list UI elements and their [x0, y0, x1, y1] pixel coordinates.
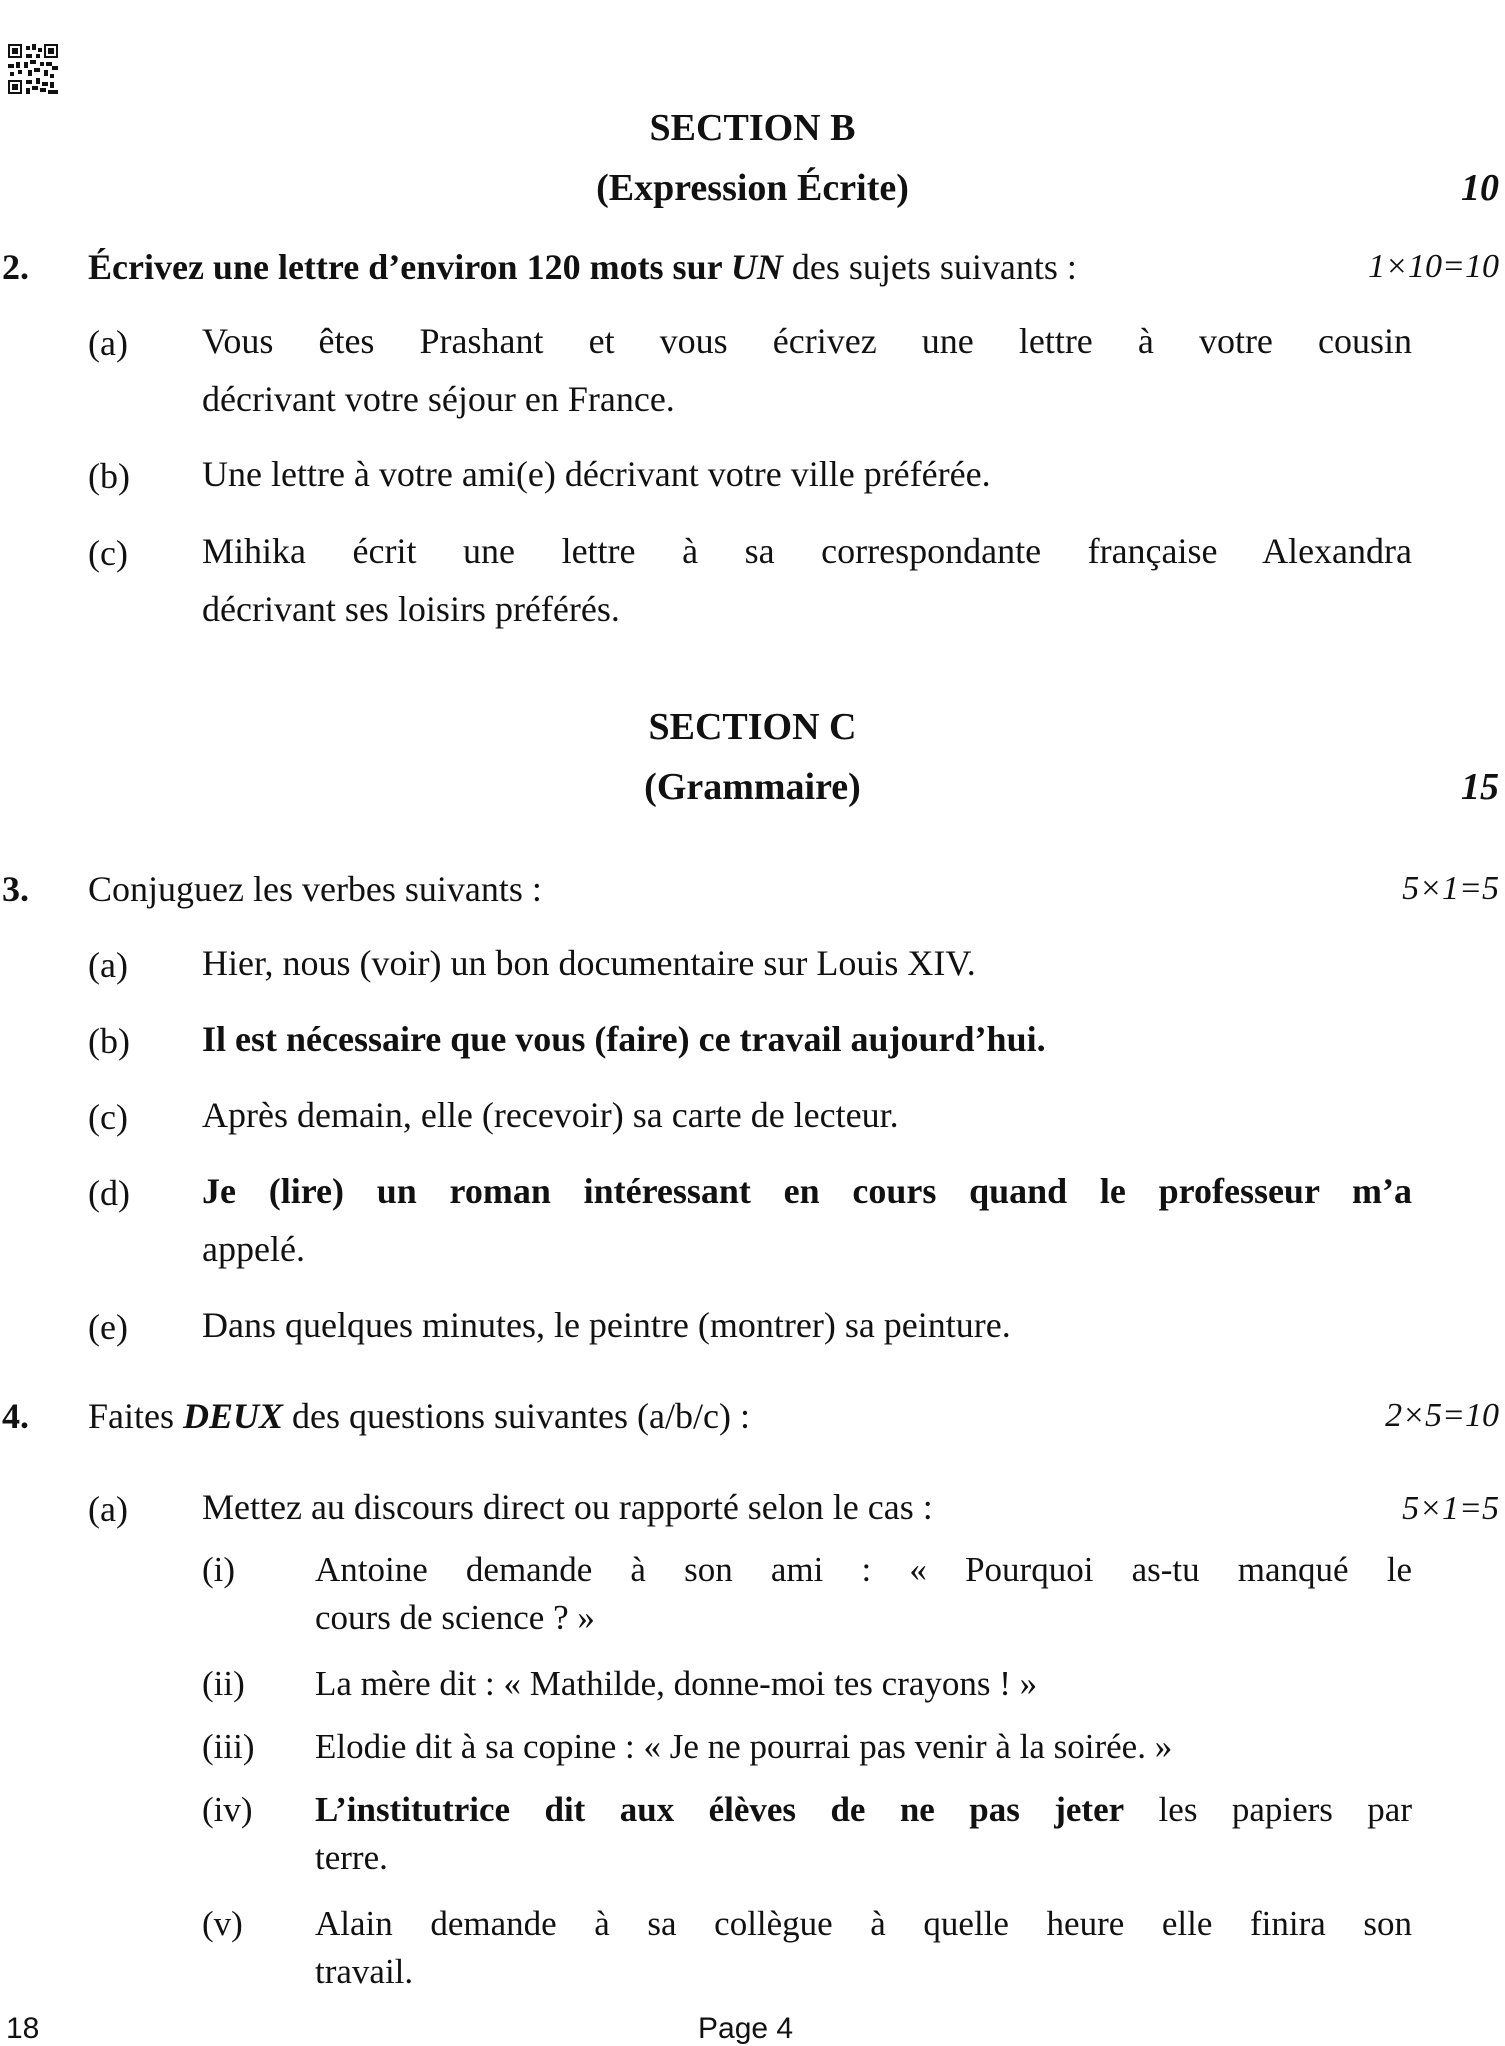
- sub-option-text: [315, 1900, 1412, 1996]
- option-label: (b): [88, 456, 130, 496]
- question-text-emphasis: DEUX: [183, 1396, 284, 1436]
- qr-code-icon: [8, 44, 58, 94]
- option-text: Hier, nous (voir) un bon documentaire sur Louis XIV.: [202, 943, 976, 983]
- question-text: Conjuguez les verbes suivants :: [88, 869, 542, 909]
- option-text-line: Je (lire) un roman intéressant en cours quand le professeur m’a: [202, 1171, 1412, 1211]
- sub-option-label: (iv): [202, 1790, 253, 1829]
- question-text-rest: des sujets suivants :: [782, 247, 1077, 287]
- question-text-emphasis: UN: [730, 247, 783, 287]
- question-text-bold: Écrivez une lettre d’environ 120 mots sur: [88, 247, 731, 287]
- sub-option-label: (iii): [202, 1727, 255, 1766]
- sub-option-text: [315, 1546, 1412, 1642]
- option-label: (c): [88, 533, 128, 573]
- part-marks: 5×1=5: [1402, 1490, 1499, 1527]
- sub-option-label: (v): [202, 1904, 243, 1943]
- question-text-end: des questions suivantes (a/b/c) :: [283, 1396, 750, 1436]
- sub-option-text: La mère dit : « Mathilde, donne-moi tes crayons ! »: [315, 1664, 1038, 1703]
- sub-option-text-line: cours de science ? »: [315, 1598, 595, 1637]
- question-number: 2.: [2, 247, 29, 287]
- option-text: [202, 312, 1412, 428]
- sub-option-text-bold: L’institutrice dit aux élèves de ne pas jeter: [315, 1790, 1125, 1829]
- option-text: Mettez au discours direct ou rapporté selon le cas :: [202, 1487, 933, 1527]
- sub-option-text: Elodie dit à sa copine : « Je ne pourrai pas venir à la soirée. »: [315, 1727, 1173, 1766]
- sub-option-label: (ii): [202, 1664, 245, 1703]
- section-c-subtitle: (Grammaire): [644, 766, 861, 808]
- option-text: [202, 1162, 1412, 1278]
- question-marks: 1×10=10: [1368, 248, 1499, 285]
- paper-code: 18: [6, 2012, 40, 2045]
- option-label: (a): [88, 323, 128, 363]
- option-text: [202, 522, 1412, 638]
- option-label: (c): [88, 1097, 128, 1137]
- option-label: (e): [88, 1307, 128, 1347]
- section-b-marks: 10: [1461, 167, 1499, 209]
- option-text: Dans quelques minutes, le peintre (montrer) sa peinture.: [202, 1305, 1011, 1345]
- sub-option-text-line: terre.: [315, 1838, 388, 1877]
- question-marks: 2×5=10: [1385, 1397, 1499, 1434]
- question-text: [88, 1395, 750, 1437]
- sub-option-text-line: travail.: [315, 1952, 414, 1991]
- sub-option-label: (i): [202, 1550, 236, 1589]
- question-number: 4.: [2, 1396, 29, 1436]
- page-number: Page 4: [698, 2012, 794, 2045]
- option-label: (d): [88, 1173, 130, 1213]
- option-label: (b): [88, 1021, 130, 1061]
- option-label: (a): [88, 945, 128, 985]
- sub-option-text: [315, 1786, 1412, 1882]
- option-text-line: décrivant ses loisirs préférés.: [202, 589, 620, 629]
- section-c-marks: 15: [1461, 766, 1499, 808]
- question-marks: 5×1=5: [1402, 870, 1499, 907]
- sub-option-text-line: Antoine demande à son ami : « Pourquoi as-tu manqué le: [315, 1550, 1412, 1589]
- option-text-line: Vous êtes Prashant et vous écrivez une lettre à votre cousin: [202, 321, 1412, 361]
- section-c-title: SECTION C: [648, 706, 857, 748]
- option-text-line: appelé.: [202, 1229, 305, 1269]
- question-text: [88, 246, 1077, 288]
- sub-option-text-rest: les papiers par: [1124, 1790, 1412, 1829]
- option-label: (a): [88, 1489, 128, 1529]
- sub-option-text-line: Alain demande à sa collègue à quelle heure elle finira son: [315, 1904, 1412, 1943]
- option-text-line: Mihika écrit une lettre à sa correspondante française Alexandra: [202, 531, 1412, 571]
- section-b-subtitle: (Expression Écrite): [596, 167, 909, 209]
- question-number: 3.: [2, 869, 29, 909]
- question-text-start: Faites: [88, 1396, 183, 1436]
- option-text: Après demain, elle (recevoir) sa carte de lecteur.: [202, 1095, 899, 1135]
- section-b-title: SECTION B: [649, 107, 856, 149]
- option-text-line: décrivant votre séjour en France.: [202, 379, 675, 419]
- option-text: Une lettre à votre ami(e) décrivant votre ville préférée.: [202, 454, 991, 494]
- option-text: Il est nécessaire que vous (faire) ce travail aujourd’hui.: [202, 1019, 1046, 1059]
